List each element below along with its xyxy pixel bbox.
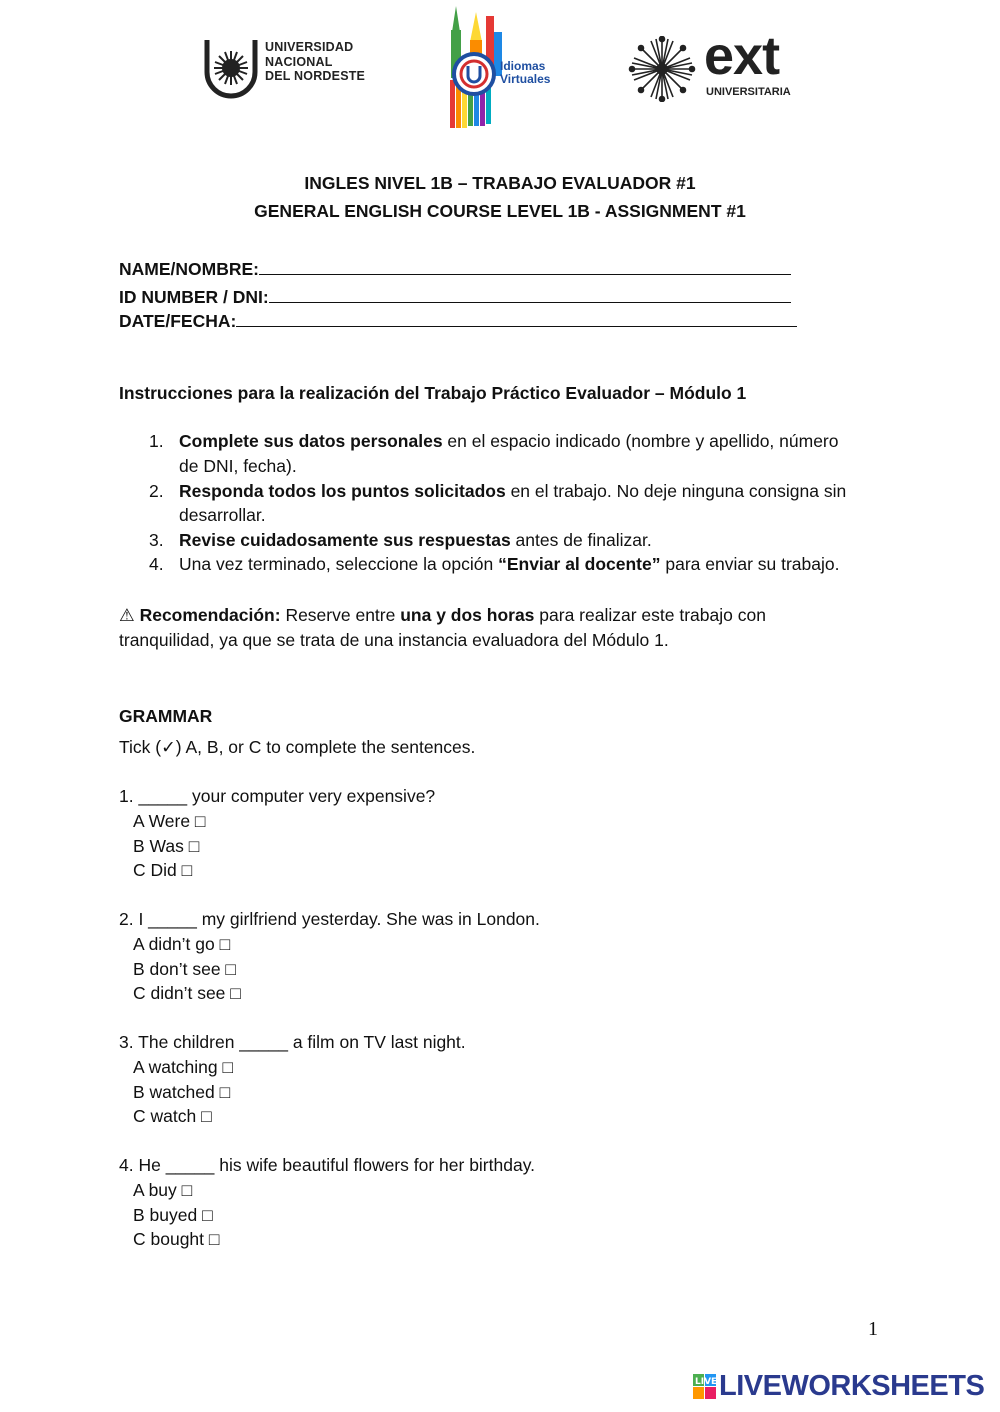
title-spanish: INGLES NIVEL 1B – TRABAJO EVALUADOR #1	[304, 173, 696, 193]
instructions-heading: Instrucciones para la realización del Trabajo Práctico Evaluador – Módulo 1	[119, 383, 747, 403]
option-checkbox[interactable]: B buyed □	[133, 1205, 213, 1225]
colorful-landmarks-icon	[446, 2, 506, 130]
option-checkbox[interactable]: A watching □	[133, 1057, 234, 1077]
name-blank[interactable]	[259, 256, 791, 275]
name-label: NAME/NOMBRE:	[119, 259, 259, 279]
instruction-item-continuation: desarrollar.	[179, 505, 266, 525]
question-3: 3. The children _____ a film on TV last night.	[119, 1032, 466, 1052]
badge-letters: LIVE	[695, 1377, 717, 1387]
option-checkbox[interactable]: B Was □	[133, 836, 200, 856]
ext-subtitle: UNIVERSITARIA	[706, 86, 791, 98]
page-number: 1	[868, 1318, 878, 1340]
name-field[interactable]	[119, 256, 791, 281]
unne-wordmark: UNIVERSIDAD NACIONAL DEL NORDESTE	[265, 40, 366, 83]
question-4: 4. He _____ his wife beautiful flowers for her birthday.	[119, 1155, 536, 1175]
question-1: 1. _____ your computer very expensive?	[119, 786, 436, 806]
question-2: 2. I _____ my girlfriend yesterday. She was in London.	[119, 909, 540, 929]
id-blank[interactable]	[269, 284, 791, 303]
idiomas-virtuales-logo	[446, 2, 576, 132]
unne-logo	[203, 38, 383, 102]
instruction-item-continuation: de DNI, fecha).	[179, 456, 297, 476]
instruction-item: 3. Revise cuidadosamente sus respuestas antes de finalizar.	[149, 530, 652, 550]
option-checkbox[interactable]: B don’t see □	[133, 959, 236, 979]
option-checkbox[interactable]: C bought □	[133, 1229, 220, 1249]
instruction-item: 4. Una vez terminado, seleccione la opción “Enviar al docente” para enviar su trabajo.	[149, 554, 840, 574]
instruction-item: 2. Responda todos los puntos solicitados en el trabajo. No deje ninguna consigna sin	[149, 481, 847, 501]
idiomas-virtuales-wordmark: Idiomas Virtuales	[500, 59, 551, 86]
recommendation-line2: tranquilidad, ya que se trata de una instancia evaluadora del Módulo 1.	[119, 630, 669, 650]
option-checkbox[interactable]: C Did □	[133, 860, 193, 880]
grammar-heading: GRAMMAR	[119, 706, 213, 726]
title-english: GENERAL ENGLISH COURSE LEVEL 1B - ASSIGNMENT #1	[254, 201, 746, 221]
instruction-item: 1. Complete sus datos personales en el espacio indicado (nombre y apellido, número	[149, 431, 839, 451]
grammar-instruction: Tick (✓) A, B, or C to complete the sentences.	[119, 737, 476, 757]
option-checkbox[interactable]: A Were □	[133, 811, 206, 831]
date-blank[interactable]	[236, 308, 797, 327]
option-checkbox[interactable]: A buy □	[133, 1180, 193, 1200]
liveworksheets-badge-icon	[693, 1374, 717, 1400]
option-checkbox[interactable]: C watch □	[133, 1106, 212, 1126]
recommendation: ⚠ Recomendación: Reserve entre una y dos horas para realizar este trabajo con	[119, 605, 766, 625]
id-field[interactable]	[119, 284, 791, 309]
option-checkbox[interactable]: A didn’t go □	[133, 934, 231, 954]
id-label: ID NUMBER / DNI:	[119, 287, 269, 307]
ext-sunburst-icon	[628, 36, 698, 102]
ext-universitaria-logo	[628, 26, 808, 102]
option-checkbox[interactable]: B watched □	[133, 1082, 231, 1102]
liveworksheets-wordmark: LIVEWORKSHEETS	[719, 1370, 985, 1402]
ext-wordmark: ext	[704, 26, 780, 86]
date-field[interactable]	[119, 308, 797, 333]
option-checkbox[interactable]: C didn’t see □	[133, 983, 241, 1003]
warning-icon: ⚠	[119, 605, 135, 625]
date-label: DATE/FECHA:	[119, 311, 237, 331]
unne-emblem-icon	[203, 38, 259, 102]
